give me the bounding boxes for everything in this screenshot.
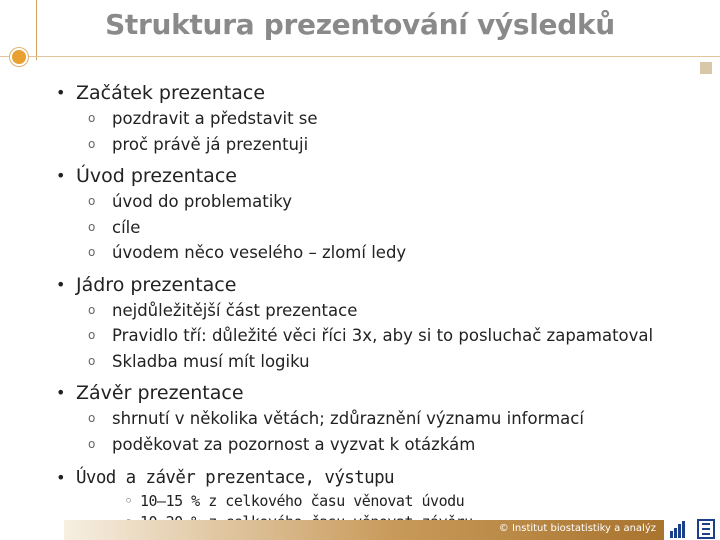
list-item xyxy=(56,323,716,349)
section-heading xyxy=(56,380,716,406)
list-item-text: Pravidlo tří: důležité věci říci 3x, aby si to posluchač zapamatoval xyxy=(112,326,654,345)
bullet-icon: o xyxy=(88,219,96,234)
list-item-text: úvod do problematiky xyxy=(112,192,293,211)
section-heading-text: Závěr prezentace xyxy=(76,382,244,404)
list-item xyxy=(56,240,716,266)
section-heading-text: Začátek prezentace xyxy=(76,82,266,104)
footer-copyright: © Institut biostatistiky a analýz xyxy=(498,523,656,534)
decorative-horizontal-line xyxy=(0,56,720,57)
slide-title: Struktura prezentování výsledků xyxy=(105,8,615,41)
bullet-icon: o xyxy=(88,353,96,368)
list-item xyxy=(56,491,716,512)
list-item xyxy=(56,106,716,132)
list-item xyxy=(56,432,716,458)
list-item xyxy=(56,132,716,158)
bullet-icon: o xyxy=(88,194,96,208)
list-item-text: proč právě já prezentuji xyxy=(112,134,309,154)
section-heading xyxy=(56,80,716,106)
list-item xyxy=(56,189,716,215)
section-heading-text: Jádro prezentace xyxy=(76,273,237,296)
bullet-icon: o xyxy=(88,111,96,125)
list-item-text: Skladba musí mít logiku xyxy=(112,351,310,371)
list-item-text: cíle xyxy=(112,217,141,237)
section-zacatek xyxy=(56,80,716,157)
list-item-text: shrnutí v několika větách; zdůraznění významu informací xyxy=(112,409,584,428)
bullet-icon: o xyxy=(88,245,96,259)
section-heading xyxy=(56,163,716,189)
bullet-icon: o xyxy=(88,411,96,425)
bullet-icon: o xyxy=(88,328,96,342)
list-item xyxy=(56,349,716,375)
footer-bar xyxy=(64,520,664,540)
section-uvod xyxy=(56,163,716,266)
list-item xyxy=(56,406,716,432)
list-item-text: 10–15 % z celkového času věnovat úvodu xyxy=(140,492,465,510)
institute-logo-icon xyxy=(668,518,718,540)
list-item-text: nejdůležitější část prezentace xyxy=(112,300,358,320)
list-item xyxy=(56,298,716,324)
section-heading-text: Úvod a závěr prezentace, výstupu xyxy=(76,468,394,488)
bullet-icon: o xyxy=(88,436,96,451)
bullet-icon: • xyxy=(56,274,66,294)
list-item-text: poděkovat za pozornost a vyzvat k otázkám xyxy=(112,434,476,454)
section-heading-text: Úvod prezentace xyxy=(76,165,237,187)
bullet-icon: • xyxy=(56,383,66,402)
decorative-circle-icon xyxy=(10,48,28,66)
list-item-text: pozdravit a představit se xyxy=(112,109,318,128)
section-jadro xyxy=(56,272,716,375)
bullet-icon: • xyxy=(56,166,66,185)
section-heading xyxy=(56,465,716,491)
bullet-icon: ◦ xyxy=(124,492,133,510)
list-item xyxy=(56,215,716,241)
section-heading xyxy=(56,272,716,298)
bullet-icon: o xyxy=(88,302,96,317)
bullet-icon: • xyxy=(56,468,66,487)
decorative-square-icon xyxy=(700,62,712,74)
slide-content xyxy=(56,80,716,533)
bullet-icon: • xyxy=(56,83,66,102)
section-zaver xyxy=(56,380,716,457)
bullet-icon: o xyxy=(88,136,96,151)
list-item-text: úvodem něco veselého – zlomí ledy xyxy=(112,243,407,262)
